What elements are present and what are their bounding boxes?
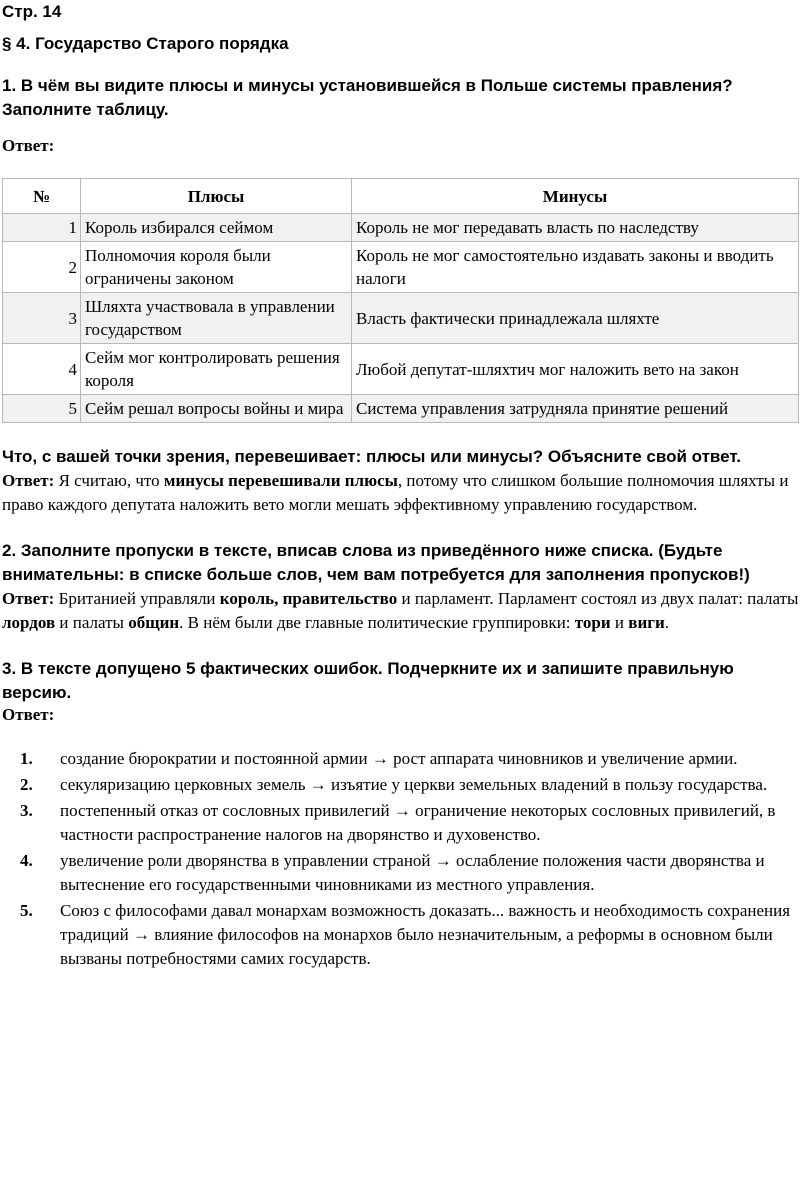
row-number: 4 [3, 344, 81, 395]
question-3-answer-label: Ответ: [2, 705, 55, 724]
followup-answer-text: Я считаю, что [54, 471, 164, 490]
column-header-number: № [3, 179, 81, 214]
followup-answer-text: , потому что слишком большие полномочия шляхты и право каждого депутата наложить вето могли мешать эффективному управлению государством. [2, 471, 789, 514]
table-row [3, 293, 799, 344]
answer-text: и [610, 613, 629, 632]
row-number: 1 [3, 214, 81, 242]
filled-word: король, правительство [219, 589, 398, 608]
cons-cell: Любой депутат-шляхтич мог наложить вето на закон [352, 344, 799, 395]
pros-cell: Король избирался сеймом [81, 214, 352, 242]
table-header-row [3, 179, 799, 214]
followup-question: Что, с вашей точки зрения, перевешивает: плюсы или минусы? Объясните свой ответ. [2, 447, 741, 466]
list-item-text: создание бюрократии и постоянной армии → рост аппарата чиновников и увеличение армии. [60, 749, 738, 768]
followup-answer-label: Ответ: [2, 471, 55, 490]
section-title: § 4. Государство Старого порядка [2, 34, 289, 53]
filled-word: тори [574, 613, 611, 632]
pros-cell: Полномочия короля были ограничены законом [81, 242, 352, 293]
question-3 [2, 657, 800, 971]
table-row [3, 395, 799, 423]
question-2 [2, 539, 800, 635]
column-header-pros: Плюсы [81, 179, 352, 214]
corrections-list [2, 747, 800, 971]
followup-answer-emphasis: минусы перевешивали плюсы [163, 471, 398, 490]
pros-cell: Сейм решал вопросы войны и мира [81, 395, 352, 423]
filled-word: общин [128, 613, 180, 632]
row-number: 2 [3, 242, 81, 293]
answer-text: и парламент. Парламент состоял из двух палат: палаты [397, 589, 799, 608]
list-item [2, 773, 800, 797]
answer-text: Британией управляли [54, 589, 220, 608]
pros-cons-table [2, 178, 799, 423]
question-2-answer [2, 587, 800, 635]
row-number: 3 [3, 293, 81, 344]
filled-word: лордов [2, 613, 56, 632]
table-row [3, 242, 799, 293]
pros-cell: Шляхта участвовала в управлении государством [81, 293, 352, 344]
filled-word: виги [628, 613, 665, 632]
list-item [2, 747, 800, 771]
cons-cell: Король не мог передавать власть по наследству [352, 214, 799, 242]
list-item-number: 3. [20, 801, 33, 820]
answer-text: . [664, 613, 670, 632]
question-1 [2, 74, 800, 517]
question-2-answer-label: Ответ: [2, 589, 55, 608]
question-1-title: 1. В чём вы видите плюсы и минусы установившейся в Польше системы правления? Заполните таблицу. [2, 76, 733, 119]
list-item-text: секуляризацию церковных земель → изъятие у церкви земельных владений в пользу государства. [60, 775, 768, 794]
list-item-number: 5. [20, 901, 33, 920]
list-item [2, 899, 800, 971]
list-item-number: 4. [20, 851, 33, 870]
list-item-text: увеличение роли дворянства в управлении страной → ослабление положения части дворянства и вытеснение его государственными чиновниками из местного управления. [60, 851, 765, 894]
column-header-cons: Минусы [352, 179, 799, 214]
list-item-text: Союз с философами давал монархам возможность доказать... важность и необходимость сохранения традиций → влияние философов на монархов было незначительным, а реформы в основном были вызваны потребностями самих государств. [60, 901, 791, 968]
cons-cell: Власть фактически принадлежала шляхте [352, 293, 799, 344]
pros-cell: Сейм мог контролировать решения короля [81, 344, 352, 395]
list-item [2, 849, 800, 897]
table-row [3, 344, 799, 395]
question-1-answer-label: Ответ: [2, 136, 55, 155]
cons-cell: Король не мог самостоятельно издавать законы и вводить налоги [352, 242, 799, 293]
table-row [3, 214, 799, 242]
list-item-number: 1. [20, 749, 33, 768]
question-2-title: 2. Заполните пропуски в тексте, вписав слова из приведённого ниже списка. (Будьте внимательны: в списке больше слов, чем вам потребуется для заполнения пропусков!) [2, 541, 750, 584]
question-3-title: 3. В тексте допущено 5 фактических ошибок. Подчеркните их и запишите правильную версию. [2, 659, 734, 702]
list-item-number: 2. [20, 775, 33, 794]
followup-answer [2, 469, 800, 517]
cons-cell: Система управления затрудняла принятие решений [352, 395, 799, 423]
list-item [2, 799, 800, 847]
answer-text: и палаты [55, 613, 129, 632]
answer-text: . В нём были две главные политические группировки: [179, 613, 575, 632]
list-item-text: постепенный отказ от сословных привилегий → ограничение некоторых сословных привилегий, в частности распространение налогов на дворянство и духовенство. [60, 801, 776, 844]
page-label: Стр. 14 [2, 2, 62, 21]
row-number: 5 [3, 395, 81, 423]
